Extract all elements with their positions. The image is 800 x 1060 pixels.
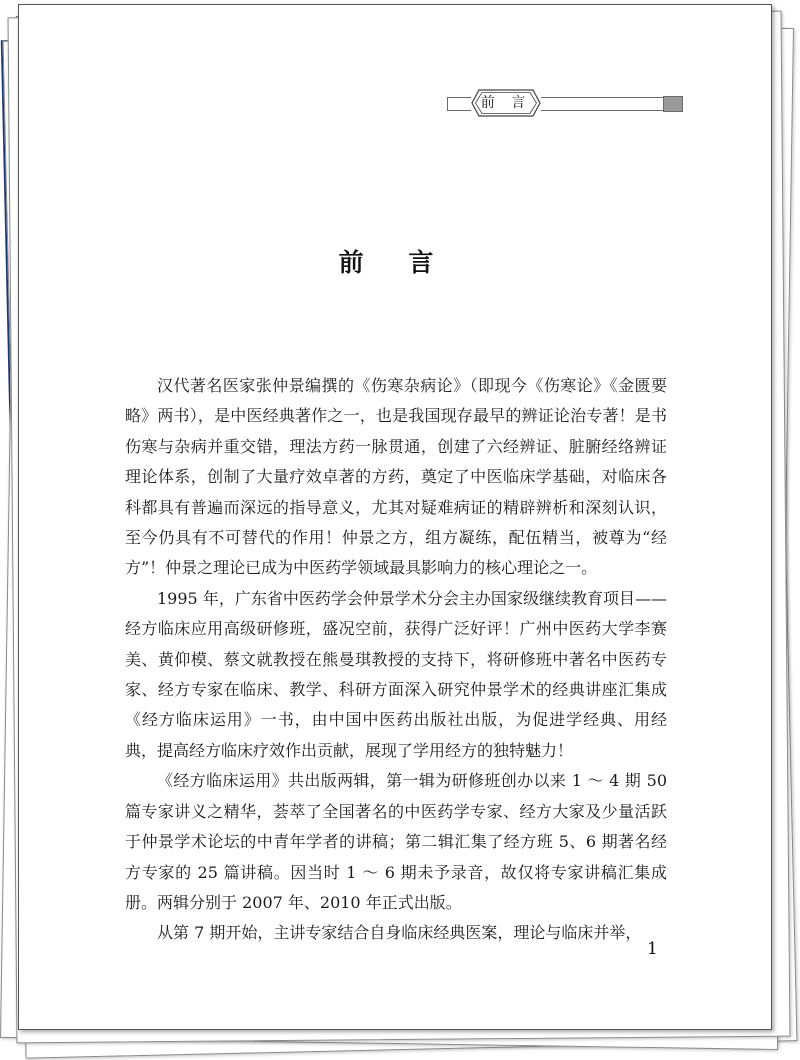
page-number: 1 — [647, 939, 658, 959]
book-page — [18, 4, 772, 1030]
running-header — [447, 89, 683, 117]
paragraph: 1995 年，广东省中医药学会仲景学术分会主办国家级继续教育项目——经方临床应用高级研修班，盛况空前，获得广泛好评！广州中医药大学李赛美、黄仰模、蔡文就教授在熊曼琪教授的支持下，将研修班中著名中医药专家、经方专家在临床、教学、科研方面深入研究仲景学术的经典讲座汇集成《经方临床运用》一书，由中国中医药出版社出版，为促进学经典、用经典，提高经方临床疗效作出贡献，展现了学用经方的独特魅力！ — [125, 588, 667, 760]
body-text — [125, 371, 667, 949]
paragraph: 汉代著名医家张仲景编撰的《伤寒杂病论》（即现今《伤寒论》《金匮要略》两书），是中医经典著作之一，也是我国现存最早的辨证论治专著！是书伤寒与杂病并重交错，理法方药一脉贯通，创建了六经辨证、脏腑经络辨证理论体系，创制了大量疗效卓著的方药，奠定了中医临床学基础，对临床各科都具有普遍而深远的指导意义，尤其对疑难病证的精辟辨析和深刻认识，至今仍具有不可替代的作用！仲景之方，组方凝练，配伍精当，被尊为“经方”！仲景之理论已成为中医药学领域最具影响力的核心理论之一。 — [125, 376, 667, 578]
paragraph: 从第 7 期开始，主讲专家结合自身临床经典医案，理论与临床并举， — [157, 923, 642, 943]
page-title: 前 言 — [338, 248, 452, 277]
header-label-box — [471, 89, 541, 117]
paragraph: 《经方临床运用》共出版两辑，第一辑为研修班创办以来 1 ～ 4 期 50 篇专家讲义之精华，荟萃了全国著名的中医药学专家、经方大家及少量活跃于仲景学术论坛的中青年学者的讲稿；第二辑汇集了经方班 5、6 期著名经方专家的 25 篇讲稿。因当时 1 ～ 6 期未予录音，故仅将专家讲稿汇集成册。两辑分别于 2007 年、2010 年正式出版。 — [125, 771, 667, 912]
header-end-block — [663, 96, 683, 112]
running-header-label: 前 言 — [480, 95, 532, 111]
